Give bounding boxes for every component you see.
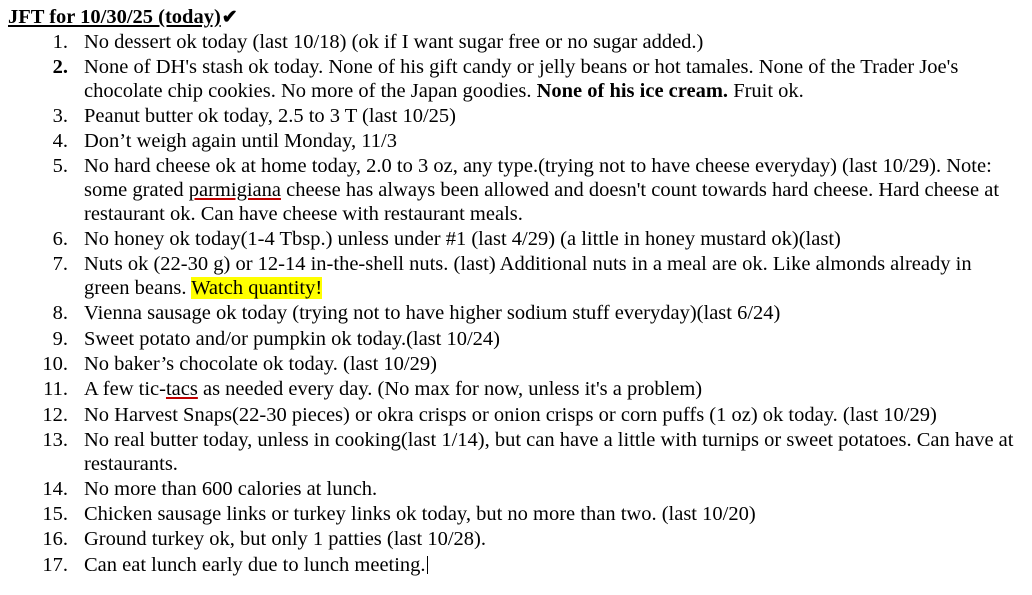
list-item — [6, 302, 1018, 326]
list-item — [6, 528, 1018, 552]
list-item-text — [84, 554, 1018, 578]
list-item-number: 12. — [42, 403, 68, 426]
list-item-text-highlighted: Watch quantity! — [191, 277, 323, 300]
page-title — [8, 6, 1018, 30]
list-item-number: 14. — [42, 477, 68, 500]
page-title-text: JFT for 10/30/25 (today) — [8, 6, 221, 28]
list-item-number: 3. — [52, 104, 68, 127]
list-item-number: 2. — [52, 55, 68, 78]
list-item-number: 8. — [52, 302, 68, 325]
list-item-text: No dessert ok today (last 10/18) (ok if I want sugar free or no sugar added.) — [84, 30, 704, 53]
check-icon: ✔ — [221, 7, 238, 28]
list-item — [6, 155, 1018, 226]
list-item-text-underlined: parmigiana — [188, 179, 281, 202]
list-item — [6, 378, 1018, 402]
list-item-text-part2: Fruit ok. — [728, 79, 804, 102]
rules-list — [6, 31, 1018, 578]
list-item — [6, 353, 1018, 377]
list-item-text-part2: as needed every day. (No max for now, unless it's a problem) — [197, 378, 703, 401]
list-item-text: Chicken sausage links or turkey links ok today, but no more than two. (last 10/20) — [84, 503, 756, 526]
list-item — [6, 228, 1018, 252]
list-item-text: No Harvest Snaps(22-30 pieces) or okra crisps or onion crisps or corn puffs (1 oz) ok today. (last 10/29) — [84, 403, 937, 426]
list-item-text: Vienna sausage ok today (trying not to have higher sodium stuff everyday)(last 6/24) — [84, 302, 781, 325]
list-item-text: No baker’s chocolate ok today. (last 10/29) — [84, 353, 437, 376]
list-item-number: 13. — [42, 428, 68, 451]
list-item-number: 6. — [52, 228, 68, 251]
list-item-text: No real butter today, unless in cooking(last 1/14), but can have a little with turnips or sweet potatoes. Can have at restaurants. — [84, 428, 1014, 475]
list-item-text: Sweet potato and/or pumpkin ok today.(last 10/24) — [84, 327, 501, 350]
list-item-number: 10. — [42, 353, 68, 376]
list-item-text — [84, 155, 1018, 226]
list-item-text-part2: cheese has always been allowed and doesn't count towards hard cheese. Hard cheese at restaurant ok. Can have cheese with restaurant meals. — [84, 179, 1000, 225]
list-item-number: 7. — [52, 253, 68, 276]
list-item-number: 15. — [42, 503, 68, 526]
list-item — [6, 130, 1018, 154]
list-item-text: No honey ok today(1-4 Tbsp.) unless under #1 (last 4/29) (a little in honey mustard ok)(last) — [84, 228, 841, 251]
list-item — [6, 105, 1018, 129]
list-item-text-part1: A few tic- — [84, 378, 166, 401]
list-item-text: Don’t weigh again until Monday, 11/3 — [84, 130, 397, 153]
list-item-text: No more than 600 calories at lunch. — [84, 477, 378, 500]
list-item — [6, 56, 1018, 104]
list-item-text — [84, 56, 1018, 104]
list-item-number: 4. — [52, 130, 68, 153]
text-cursor — [427, 556, 428, 574]
list-item-text-emphasis: None of his ice cream. — [536, 79, 729, 102]
list-item — [6, 503, 1018, 527]
list-item-text-part1: Nuts ok (22-30 g) or 12-14 in-the-shell nuts. (last) Additional nuts in a meal are ok. Like almonds already in green beans. — [84, 253, 972, 300]
list-item-text-part1: No hard cheese ok at home today, 2.0 to 3 oz, any type.(trying not to have cheese everyday) (last 10/29). Note: some grated — [84, 155, 992, 202]
list-item-text — [84, 378, 1018, 402]
list-item-number: 1. — [52, 30, 68, 53]
list-item-text-content: Can eat lunch early due to lunch meeting. — [84, 553, 426, 576]
list-item — [6, 404, 1018, 428]
list-item-text-underlined: tacs — [165, 378, 198, 401]
list-item — [6, 253, 1018, 301]
list-item-text: Peanut butter ok today, 2.5 to 3 T (last 10/25) — [84, 104, 456, 127]
list-item-number: 5. — [52, 155, 68, 178]
list-item-text — [84, 253, 1018, 301]
list-item — [6, 478, 1018, 502]
list-item — [6, 429, 1018, 477]
list-item-number: 17. — [42, 553, 68, 576]
list-item — [6, 328, 1018, 352]
list-item-number: 16. — [42, 528, 68, 551]
list-item — [6, 554, 1018, 578]
list-item-number: 11. — [43, 378, 68, 401]
list-item-text: Ground turkey ok, but only 1 patties (last 10/28). — [84, 528, 486, 551]
list-item-number: 9. — [52, 327, 68, 350]
list-item-text-part1: None of DH's stash ok today. None of his gift candy or jelly beans or hot tamales. None of the Trader Joe's chocolate chip cookies. No more of the Japan goodies. — [84, 55, 959, 102]
list-item — [6, 31, 1018, 55]
